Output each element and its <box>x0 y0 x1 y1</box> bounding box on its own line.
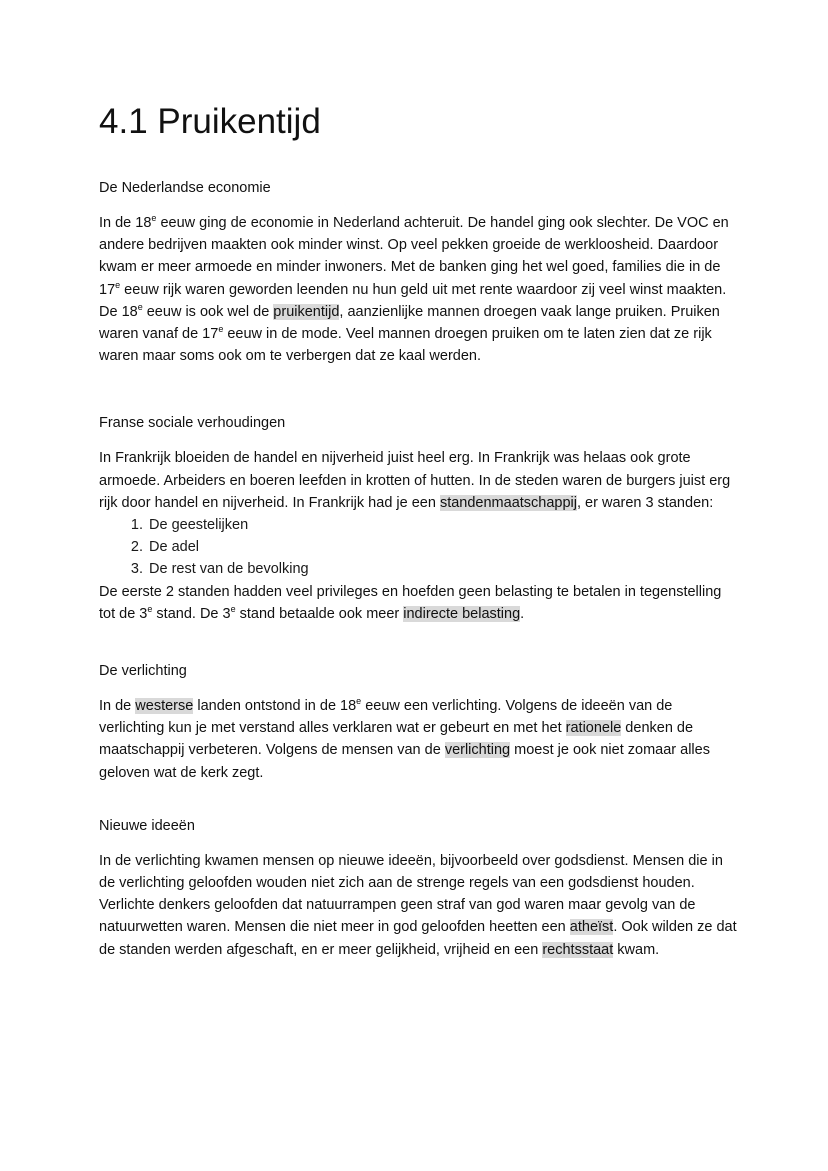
superscript: e <box>115 279 121 290</box>
paragraph <box>99 212 738 367</box>
text-run: In de 18 <box>99 215 152 231</box>
text-run: In de verlichting kwamen mensen op nieuwe ideeën, bijvoorbeeld over godsdienst. Mensen die in de verlichting geloofden wouden niet zich aan de strenge regels van een godsdienst houden. Verlichte denkers geloofden dat natuurrampen geen straf van god waren maar gevolg van de natuurwetten waren. Mensen die niet meer in god geloofden heetten een <box>99 852 723 936</box>
list-item: 2. De adel <box>147 536 738 558</box>
text-run: eeuw is ook wel de <box>142 303 274 320</box>
text-run: eeuw rijk waren geworden leenden nu hun geld uit met rente waardoor zij veel winst maakten. De 18 <box>99 281 727 320</box>
highlighted-term: westerse <box>135 698 194 715</box>
text-run: eeuw ging de economie in Nederland achteruit. De handel ging ook slechter. De VOC en andere bedrijven maakten ook minder winst. Op veel pekken groeide de werkloosheid. Daardoor kwam er meer armoede en minder inwoners. Met de banken ging het wel goed, families die in de 17 <box>99 215 729 298</box>
text-run: . <box>520 605 525 622</box>
text-run: kwam. <box>613 941 660 958</box>
superscript: e <box>230 604 236 615</box>
text-run: In de <box>99 698 136 715</box>
text-run: moest je ook niet zomaar alles geloven wat de kerk zegt. <box>99 742 710 781</box>
superscript: e <box>218 324 224 335</box>
section-heading: Nieuwe ideeën <box>99 817 195 834</box>
section-franse-sociale-verhoudingen <box>99 413 738 625</box>
text-run: stand betaalde ook meer <box>235 605 404 622</box>
superscript: e <box>151 213 157 224</box>
section-nieuwe-ideeen <box>99 816 738 961</box>
highlighted-term: rechtsstaat <box>542 941 614 958</box>
section-heading: Franse sociale verhoudingen <box>99 415 286 432</box>
highlighted-term: standenmaatschappij <box>439 494 577 511</box>
superscript: e <box>356 696 362 707</box>
text-run: De eerste 2 standen hadden veel privileges en hoefden geen belasting te betalen in tegenstelling tot de 3 <box>99 583 722 622</box>
highlighted-term: verlichting <box>444 742 511 759</box>
superscript: e <box>147 604 153 615</box>
superscript: e <box>137 301 143 312</box>
section-heading: De verlichting <box>99 663 187 680</box>
text-run: In Frankrijk bloeiden de handel en nijverheid juist heel erg. In Frankrijk was helaas ook grote armoede. Arbeiders en boeren leefden in krotten of hutten. In de steden waren de burgers juist erg rijk door handel en nijverheid. In Frankrijk had je een <box>99 450 731 511</box>
text-run: denken de maatschappij verbeteren. Volgens de mensen van de <box>99 720 694 759</box>
section-de-verlichting <box>99 661 738 784</box>
text-run: eeuw een verlichting. Volgens de ideeën van de verlichting kun je met verstand alles verklaren wat er gebeurt en met het <box>99 698 673 737</box>
text-run: landen ontstond in de 18 <box>193 698 357 715</box>
text-run: . Ook wilden ze dat de standen werden afgeschaft, en er meer gelijkheid, vrijheid en een <box>99 919 737 958</box>
highlighted-term: atheïst <box>569 919 614 936</box>
list-item: 3. De rest van de bevolking <box>147 558 738 580</box>
text-run: , er waren 3 standen: <box>577 494 714 511</box>
page-title: 4.1 Pruikentijd <box>99 102 321 141</box>
paragraph <box>99 695 738 784</box>
highlighted-term: rationele <box>565 720 622 737</box>
section-heading: De Nederlandse economie <box>99 180 271 196</box>
section-nederlandse-economie <box>99 178 738 367</box>
highlighted-term: indirecte belasting <box>403 605 521 622</box>
list-item: 1. De geestelijken <box>147 514 738 536</box>
paragraph <box>99 581 738 625</box>
text-run: stand. De 3 <box>152 605 231 622</box>
paragraph <box>99 850 738 961</box>
standen-list <box>99 514 738 581</box>
text-run: , aanzienlijke mannen droegen vaak lange pruiken. Pruiken waren vanaf de 17 <box>99 303 720 343</box>
paragraph <box>99 447 738 514</box>
text-run: eeuw in de mode. Veel mannen droegen pruiken om te laten zien dat ze rijk waren maar soms ook om te verbergen dat ze kaal werden. <box>99 326 712 365</box>
highlighted-term: pruikentijd <box>273 303 340 320</box>
